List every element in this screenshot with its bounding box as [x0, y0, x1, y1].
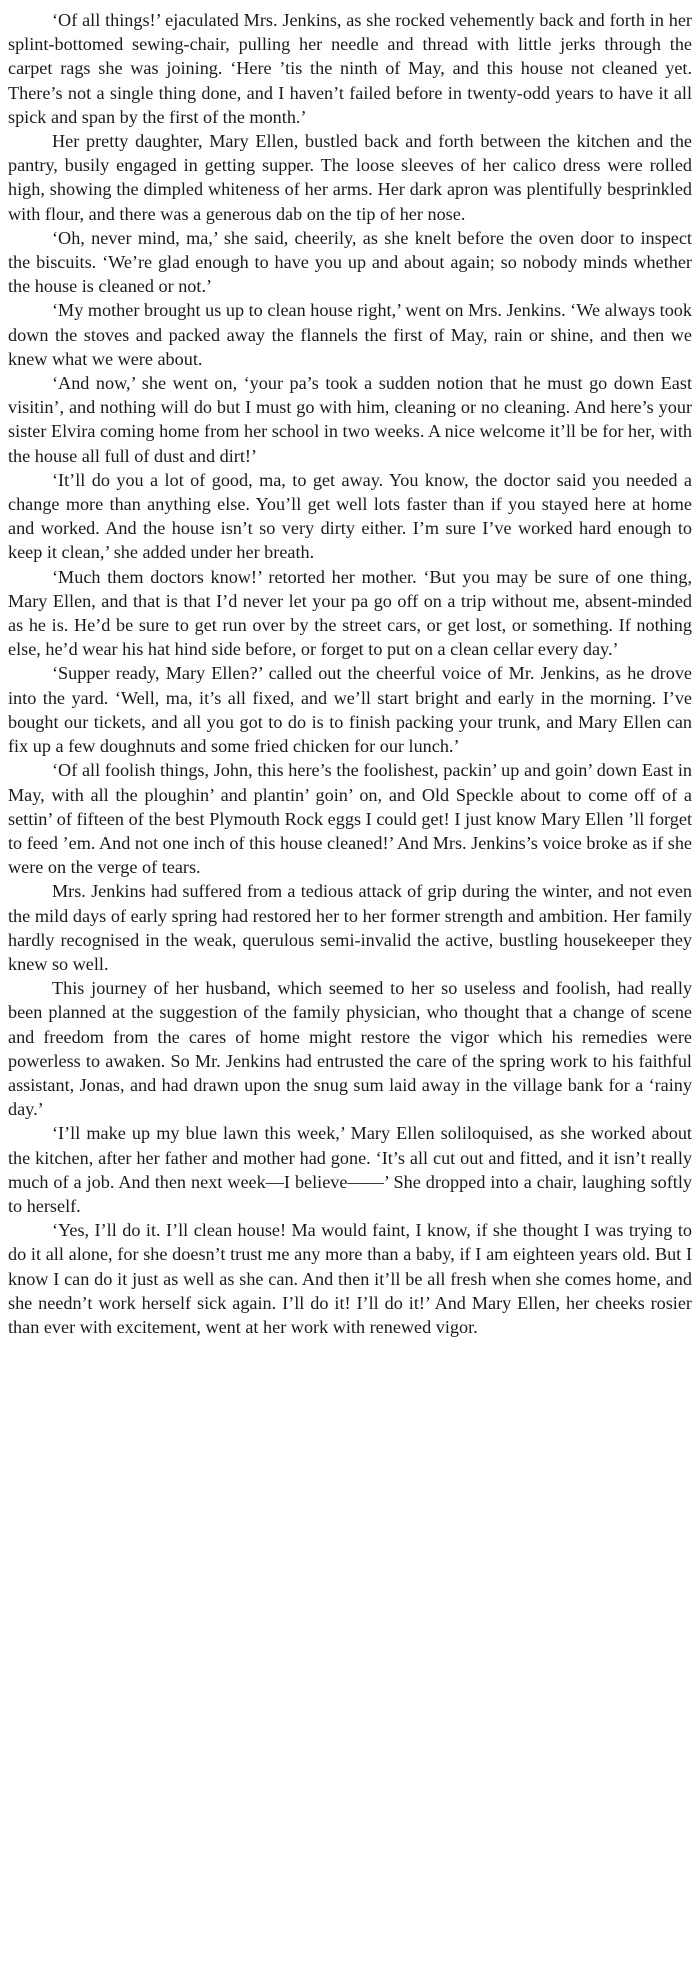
- paragraph-2: Her pretty daughter, Mary Ellen, bustled back and forth between the kitchen and the pantry, busily engaged in getting supper. The loose sleeves of her calico dress were rolled high, showing the dimpled whiteness of her arms. Her dark apron was plentifully besprinkled with flour, and there was a generous dab on the tip of her nose.: [8, 131, 692, 224]
- paragraph-9: ‘Of all foolish things, John, this here’s the foolishest, packin’ up and goin’ down East in May, with all the ploughin’ and plantin’ goin’ on, and Old Speckle about to come off of a settin’ of fifteen of the best Plymouth Rock eggs I could get! I just know Mary Ellen ’ll forget to feed ’em. And not one inch of this house cleaned!’ And Mrs. Jenkins’s voice broke as if she were on the verge of tears.: [8, 760, 692, 878]
- paragraph-3: ‘Oh, never mind, ma,’ she said, cheerily, as she knelt before the oven door to inspect the biscuits. ‘We’re glad enough to have you up and about again; so nobody minds whether the house is cleaned or not.’: [8, 227, 692, 297]
- paragraph-4: ‘My mother brought us up to clean house right,’ went on Mrs. Jenkins. ‘We always took down the stoves and packed away the flannels the first of May, rain or shine, and then we knew what we were about.: [8, 300, 692, 369]
- paragraph-8: ‘Supper ready, Mary Ellen?’ called out the cheerful voice of Mr. Jenkins, as he drove into the yard. ‘Well, ma, it’s all fixed, and we’ll start bright and early in the morning. I’ve bought our tickets, and all you got to do is to finish packing your trunk, and Mary Ellen can fix up a few doughnuts and some fried chicken for our lunch.’: [8, 663, 692, 757]
- paragraph-7: ‘Much them doctors know!’ retorted her mother. ‘But you may be sure of one thing, Mary Ellen, and that is that I’d never let your pa go off on a trip without me, absent-minded as he is. He’d be sure to get run over by the street cars, or get lost, or something. If nothing else, he’d wear his hat hind side before, or forget to put on a clean cellar every day.’: [8, 566, 692, 660]
- paragraph-6: ‘It’ll do you a lot of good, ma, to get away. You know, the doctor said you needed a change more than anything else. You’ll get well lots faster than if you stayed here at home and worked. And the house isn’t so very dirty either. I’m sure I’ve worked hard enough to keep it clean,’ she added under her breath.: [8, 469, 692, 563]
- paragraph-1: ‘Of all things!’ ejaculated Mrs. Jenkins, as she rocked vehemently back and forth in her splint-bottomed sewing-chair, pulling her needle and thread with little jerks through the carpet rags she was joining. ‘Here ’tis the ninth of May, and this house not cleaned yet. There’s not a single thing done, and I haven’t failed before in twenty-odd years to have it all spick and span by the first of the month.’: [8, 10, 692, 127]
- paragraph-5: ‘And now,’ she went on, ‘your pa’s took a sudden notion that he must go down East visitin’, and nothing will do but I must go with him, cleaning or no cleaning. And here’s your sister Elvira coming home from her school in two weeks. A nice welcome it’ll be for her, with the house all full of dust and dirt!’: [8, 373, 692, 466]
- paragraph-10: Mrs. Jenkins had suffered from a tedious attack of grip during the winter, and not even the mild days of early spring had restored her to her former strength and ambition. Her family hardly recognised in the weak, querulous semi-invalid the active, bustling housekeeper they knew so well.: [8, 881, 692, 974]
- paragraph-11: This journey of her husband, which seemed to her so useless and foolish, had really been planned at the suggestion of the family physician, who thought that a change of scene and freedom from the cares of home might restore the vigor which his remedies were powerless to awaken. So Mr. Jenkins had entrusted the care of the spring work to his faithful assistant, Jonas, and had drawn upon the snug sum laid away in the village bank for a ‘rainy day.’: [8, 978, 692, 1120]
- paragraph-13: ‘Yes, I’ll do it. I’ll clean house! Ma would faint, I know, if she thought I was trying to do it all alone, for she doesn’t trust me any more than a baby, if I am eighteen years old. But I know I can do it just as well as she can. And then it’ll be all fresh when she comes home, and she needn’t work herself sick again. I’ll do it! I’ll do it!’ And Mary Ellen, her cheeks rosier than ever with excitement, went at her work with renewed vigor.: [8, 1220, 692, 1337]
- paragraph-12: ‘I’ll make up my blue lawn this week,’ Mary Ellen soliloquised, as she worked about the kitchen, after her father and mother had gone. ‘It’s all cut out and fitted, and it isn’t really much of a job. And then next week—I believe——’ She dropped into a chair, laughing softly to herself.: [8, 1123, 692, 1216]
